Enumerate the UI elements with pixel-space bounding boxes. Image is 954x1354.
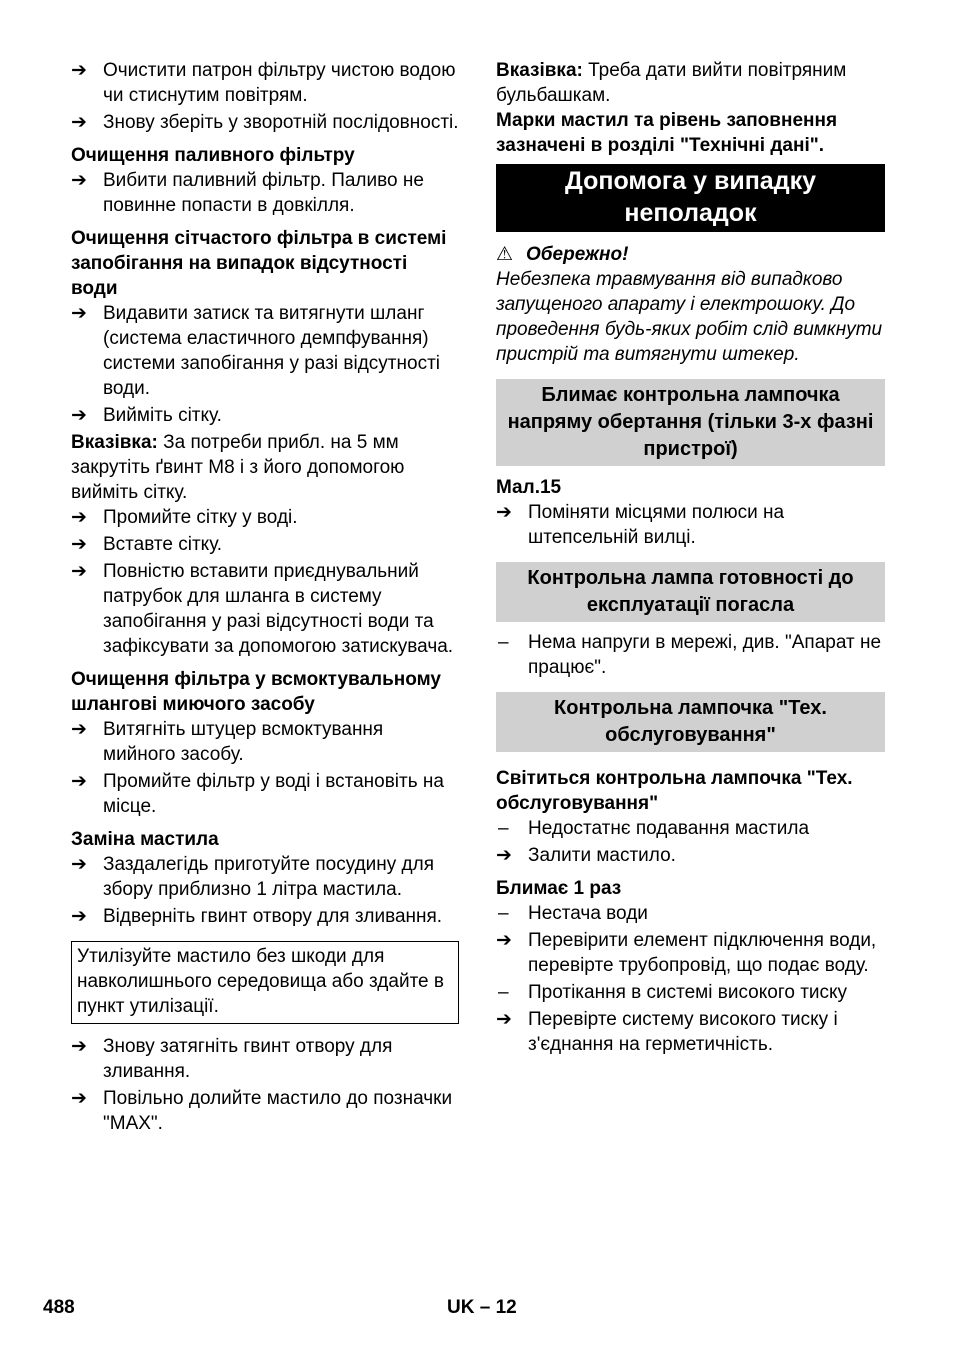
arrow-icon: ➔ [71,771,87,792]
list-item: – Нестача води [498,903,648,924]
list-item: ➔ Промийте сітку у воді. [71,507,298,528]
arrow-icon: ➔ [71,719,87,740]
list-item: ➔ Промийте фільтр у воді і встановіть на місце. [71,771,444,817]
note-label: Вказівка: [71,432,158,453]
dash-icon: – [498,982,509,1003]
note-paragraph: Вказівка: За потреби прибл. на 5 мм закрутіть ґвинт М8 і з його допомогою вийміть сітку. [71,432,405,503]
page-number: 488 [43,1297,75,1318]
list-item: ➔ Залити мастило. [496,845,676,866]
list-item: ➔ Повільно долийте мастило до позначки "MAX". [71,1088,453,1134]
bold-paragraph: Марки мастил та рівень заповнення зазначені в розділі "Технічні дані". [496,110,838,156]
list-item: ➔ Поміняти місцями полюси на штепсельній вилці. [496,502,785,548]
dash-icon: – [498,632,509,653]
arrow-icon: ➔ [71,60,87,81]
subheading-sieve-filter: Очищення сітчастого фільтра в системі запобігання на випадок відсутності води [71,228,447,299]
arrow-icon: ➔ [496,845,512,866]
warning-text: Небезпека травмування від випадково запущеного апарату і електрошоку. До проведення будь-яких робіт слід вимкнути пристрій та витягнути штекер. [496,269,883,365]
section-heading-troubleshooting: Допомога у випадку неполадок [496,164,885,232]
dash-icon: – [498,903,509,924]
dash-icon: – [498,818,509,839]
arrow-icon: ➔ [71,854,87,875]
list-item: ➔ Вставте сітку. [71,534,223,555]
list-item: ➔ Відверніть гвинт отвору для зливання. [71,906,443,927]
list-item: ➔ Повністю вставити приєднувальний патрубок для шланга в систему запобігання у разі відсутності води та зафіксувати за допомогою затискувача. [71,561,454,657]
arrow-icon: ➔ [71,1036,87,1057]
note-label: Вказівка: [496,60,583,81]
arrow-icon: ➔ [496,502,512,523]
subheading-service-lit: Світиться контрольна лампочка "Тех. обслуговування" [496,768,853,814]
figure-reference: Мал.15 [496,477,562,498]
subheading-fuel-filter: Очищення паливного фільтру [71,145,355,166]
section-label: UK – 12 [447,1297,517,1318]
warning-title: ⚠ Обережно! [496,244,629,265]
list-item: ➔ Перевірте систему високого тиску і з'єднання на герметичність. [496,1009,838,1055]
arrow-icon: ➔ [71,112,87,133]
subheading-blink-once: Блимає 1 раз [496,878,622,899]
arrow-icon: ➔ [71,170,87,191]
arrow-icon: ➔ [496,1009,512,1030]
heading-service-lamp: Контрольна лампочка "Тех. обслуговування" [496,692,885,752]
arrow-icon: ➔ [71,303,87,324]
list-item: – Нема напруги в мережі, див. "Апарат не працює". [498,632,882,678]
warning-icon: ⚠ [496,244,514,265]
arrow-icon: ➔ [71,1088,87,1109]
list-item: – Недостатнє подавання мастила [498,818,810,839]
arrow-icon: ➔ [496,930,512,951]
arrow-icon: ➔ [71,507,87,528]
list-item: ➔ Перевірити елемент підключення води, перевірте трубопровід, що подає воду. [496,930,877,976]
list-item: ➔ Вийміть сітку. [71,405,222,426]
arrow-icon: ➔ [71,405,87,426]
list-item: ➔ Витягніть штуцер всмоктування мийного засобу. [71,719,384,765]
list-item: – Протікання в системі високого тиску [498,982,848,1003]
arrow-icon: ➔ [71,534,87,555]
subheading-oil-change: Заміна мастила [71,829,219,850]
environment-notice-box: Утилізуйте мастило без шкоди для навколишнього середовища або здайте в пункт утилізації. [71,941,459,1024]
list-item: ➔ Знову зберіть у зворотній послідовності. [71,112,459,133]
list-item: ➔ Вибити паливний фільтр. Паливо не повинне попасти в довкілля. [71,170,424,216]
left-column [71,58,459,1138]
arrow-icon: ➔ [71,561,87,582]
list-item: ➔ Заздалегідь приготуйте посудину для збору приблизно 1 літра мастила. [71,854,434,900]
right-column [496,58,885,1059]
heading-ready-lamp: Контрольна лампа готовності до експлуатації погасла [496,562,885,622]
note-paragraph: Вказівка: Треба дати вийти повітряним бульбашкам. [496,60,847,106]
list-item: ➔ Знову затягніть гвинт отвору для зливання. [71,1036,393,1082]
subheading-detergent-filter: Очищення фільтра у всмоктувальному шлангові миючого засобу [71,669,441,715]
list-item: ➔ Видавити затиск та витягнути шланг (система еластичного демпфування) системи запобігання у разі відсутності води. [71,303,440,399]
list-item: ➔ Очистити патрон фільтру чистою водою чи стиснутим повітрям. [71,60,456,106]
arrow-icon: ➔ [71,906,87,927]
heading-rotation-lamp: Блимає контрольна лампочка напряму обертання (тільки 3-х фазні пристрої) [496,379,885,466]
